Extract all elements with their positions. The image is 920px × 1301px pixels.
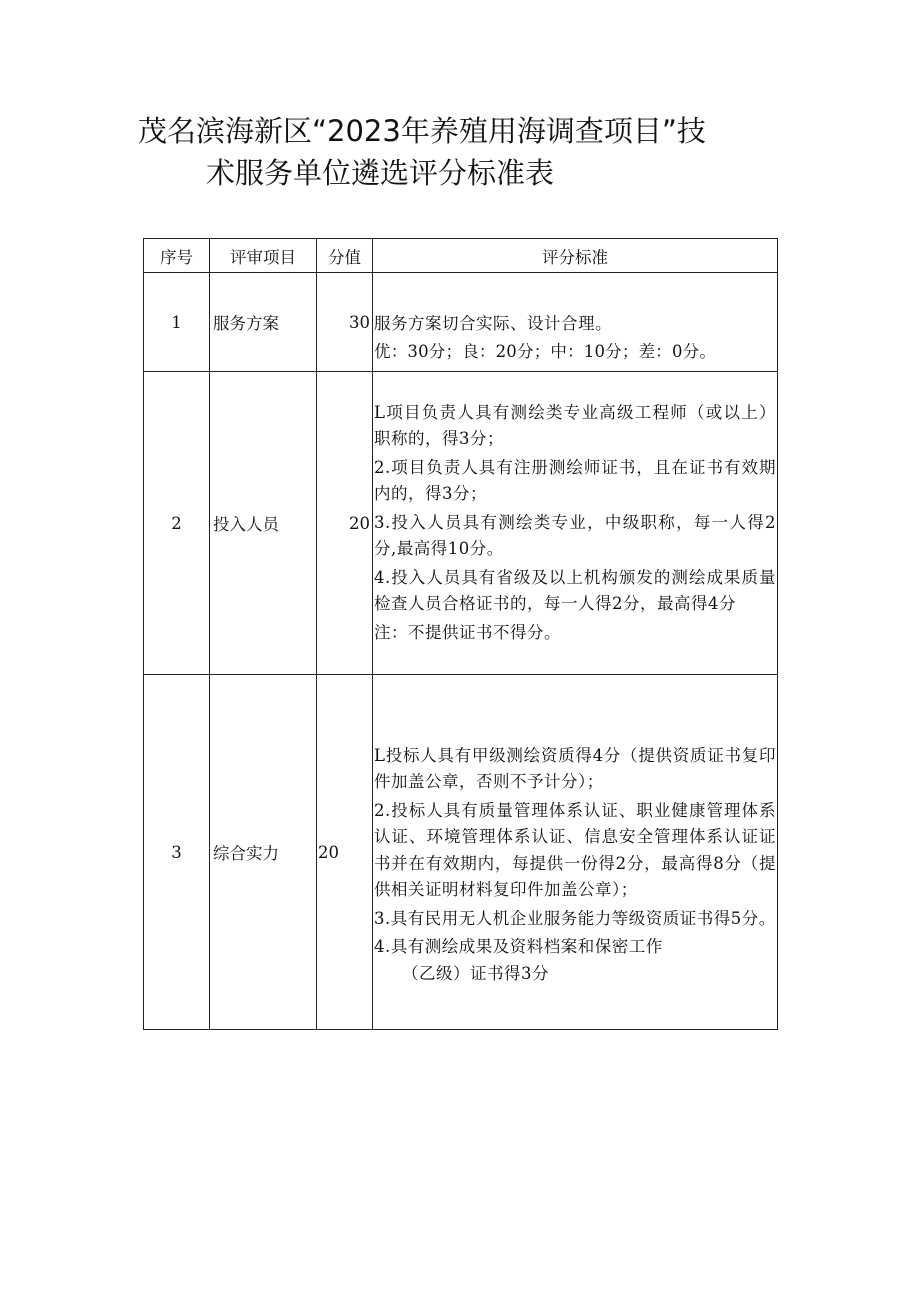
title-line-1: 茂名滨海新区“2023年养殖用海调查项目”技 xyxy=(138,114,706,148)
criteria-line: 注：不提供证书不得分。 xyxy=(374,622,561,642)
criteria-line: 3.具有民用无人机企业服务能力等级资质证书得5分。 xyxy=(374,908,776,928)
row-item: 综合实力 xyxy=(210,675,317,1030)
row-criteria xyxy=(373,675,778,1030)
header-score: 分值 xyxy=(317,239,373,273)
header-no: 序号 xyxy=(144,239,210,273)
row-score: 20 xyxy=(317,372,373,675)
row-score: 30 xyxy=(317,273,373,372)
title-line-2: 术服务单位遴选评分标准表 xyxy=(206,156,555,190)
scoring-table xyxy=(143,238,778,1030)
row-score: 20 xyxy=(317,675,373,1030)
row-no: 2 xyxy=(144,372,210,675)
document-title xyxy=(138,110,798,194)
criteria-line: 优：30分；良：20分；中：10分；差：0分。 xyxy=(374,342,717,361)
criteria-line: 3.投入人员具有测绘类专业，中级职称，每一人得2分,最高得10分。 xyxy=(374,512,776,559)
row-item: 服务方案 xyxy=(210,273,317,372)
criteria-line: L投标人具有甲级测绘资质得4分（提供资质证书复印件加盖公章，否则不予计分）； xyxy=(374,745,776,792)
table-row xyxy=(144,372,778,675)
criteria-line: 服务方案切合实际、设计合理。 xyxy=(374,313,612,333)
header-criteria: 评分标准 xyxy=(373,239,778,273)
criteria-line: （乙级）证书得3分 xyxy=(402,963,549,983)
criteria-line: 4.投入人员具有省级及以上机构颁发的测绘成果质量检查人员合格证书的，每一人得2分，最高得4分 xyxy=(374,567,776,614)
criteria-line: 2.投标人具有质量管理体系认证、职业健康管理体系认证、环境管理体系认证、信息安全管理体系认证证书并在有效期内，每提供一份得2分，最高得8分（提供相关证明材料复印件加盖公章）； xyxy=(374,800,776,900)
header-item: 评审项目 xyxy=(210,239,317,273)
criteria-line: L项目负责人具有测绘类专业高级工程师（或以上）职称的，得3分； xyxy=(374,402,776,449)
row-no: 1 xyxy=(144,273,210,372)
table-row xyxy=(144,273,778,372)
row-criteria xyxy=(373,372,778,675)
table-row xyxy=(144,675,778,1030)
row-no: 3 xyxy=(144,675,210,1030)
row-criteria xyxy=(373,273,778,372)
row-item: 投入人员 xyxy=(210,372,317,675)
criteria-line: 4.具有测绘成果及资料档案和保密工作 xyxy=(374,937,663,957)
criteria-line: 2.项目负责人具有注册测绘师证书，且在证书有效期内的，得3分； xyxy=(374,457,776,504)
table-header-row xyxy=(144,239,778,273)
